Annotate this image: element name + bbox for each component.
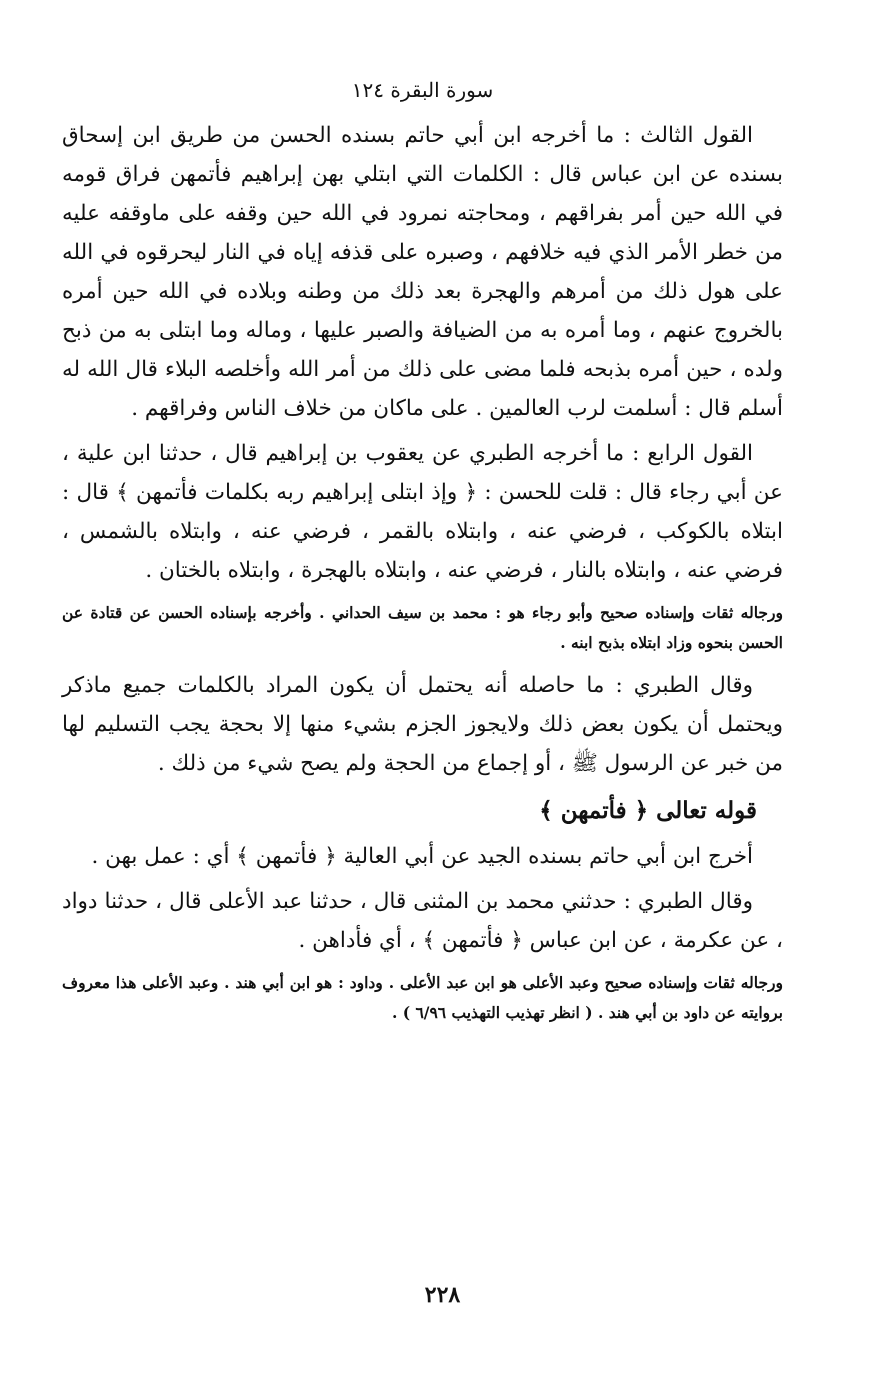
running-header: سورة البقرة ١٢٤ (351, 78, 494, 102)
verse-heading: قوله تعالى ﴿ فأتمهن ﴾ (539, 797, 757, 824)
page-number: ٢٢٨ (424, 1282, 461, 1308)
footnote-narrators-2: ورجاله ثقات وإسناده صحيح وعبد الأعلى هو ابن عبد الأعلى . وداود : هو ابن أبي هند . وعبد الأعلى هذا معروف بروايته عن داود بن أبي هند . ( انظر تهذيب التهذيب ٦/٩٦ ) . (62, 973, 783, 1022)
page-body (62, 70, 783, 1036)
paragraph-third-opinion: القول الثالث : ما أخرجه ابن أبي حاتم بسنده الحسن من طريق ابن إسحاق بسنده عن ابن عباس قال : الكلمات التي ابتلي بهن إبراهيم فأتمهن فراق قومه في الله حين أمر بفراقهم ، ومحاجته نمرود في الله حين وقفه على ماوقفه عليه من خطر الأمر الذي فيه خلافهم ، وصبره على قذفه إياه في النار ليحرقوه في الله على هول ذلك من أمرهم والهجرة بعد ذلك من وطنه وبلاده في الله حين أمره بالخروج عنهم ، وما أمره به من الضيافة والصبر عليها ، وماله وما ابتلى به من ذبح ولده ، حين أمره بذبحه فلما مضى على ذلك من أمر الله وأخلصه البلاء قال الله له أسلم قال : أسلمت لرب العالمين . على ماكان من خلاف الناس وفراقهم . (62, 123, 783, 421)
paragraph-ibn-abbas: وقال الطبري : حدثني محمد بن المثنى قال ، حدثنا عبد الأعلى قال ، حدثنا دواد ، عن عكرمة ، عن ابن عباس ﴿ فأتمهن ﴾ ، أي فأداهن . (62, 889, 783, 953)
paragraph-tabari-summary: وقال الطبري : ما حاصله أنه يحتمل أن يكون المراد بالكلمات جميع ماذكر ويحتمل أن يكون بعض ذلك ولايجوز الجزم بشيء منها إلا بحجة يجب التسليم لها من خبر عن الرسول ﷺ ، أو إجماع من الحجة ولم يصح شيء من ذلك . (62, 673, 783, 776)
paragraph-abu-aliya: أخرج ابن أبي حاتم بسنده الجيد عن أبي العالية ﴿ فأتمهن ﴾ أي : عمل بهن . (91, 844, 753, 869)
footnote-narrators-1: ورجاله ثقات وإسناده صحيح وأبو رجاء هو : محمد بن سيف الحداني . وأخرجه بإسناده الحسن عن قتادة عن الحسن بنحوه وزاد ابتلاه بذبح ابنه . (62, 603, 783, 652)
paragraph-fourth-opinion: القول الرابع : ما أخرجه الطبري عن يعقوب بن إبراهيم قال ، حدثنا ابن علية ، عن أبي رجاء قال : قلت للحسن : ﴿ وإذ ابتلى إبراهيم ربه بكلمات فأتمهن ﴾ قال : ابتلاه بالكوكب ، فرضي عنه ، وابتلاه بالقمر ، فرضي عنه ، وابتلاه بالشمس ، فرضي عنه ، وابتلاه بالنار ، فرضي عنه ، وابتلاه بالهجرة ، وابتلاه بالختان . (62, 441, 783, 583)
